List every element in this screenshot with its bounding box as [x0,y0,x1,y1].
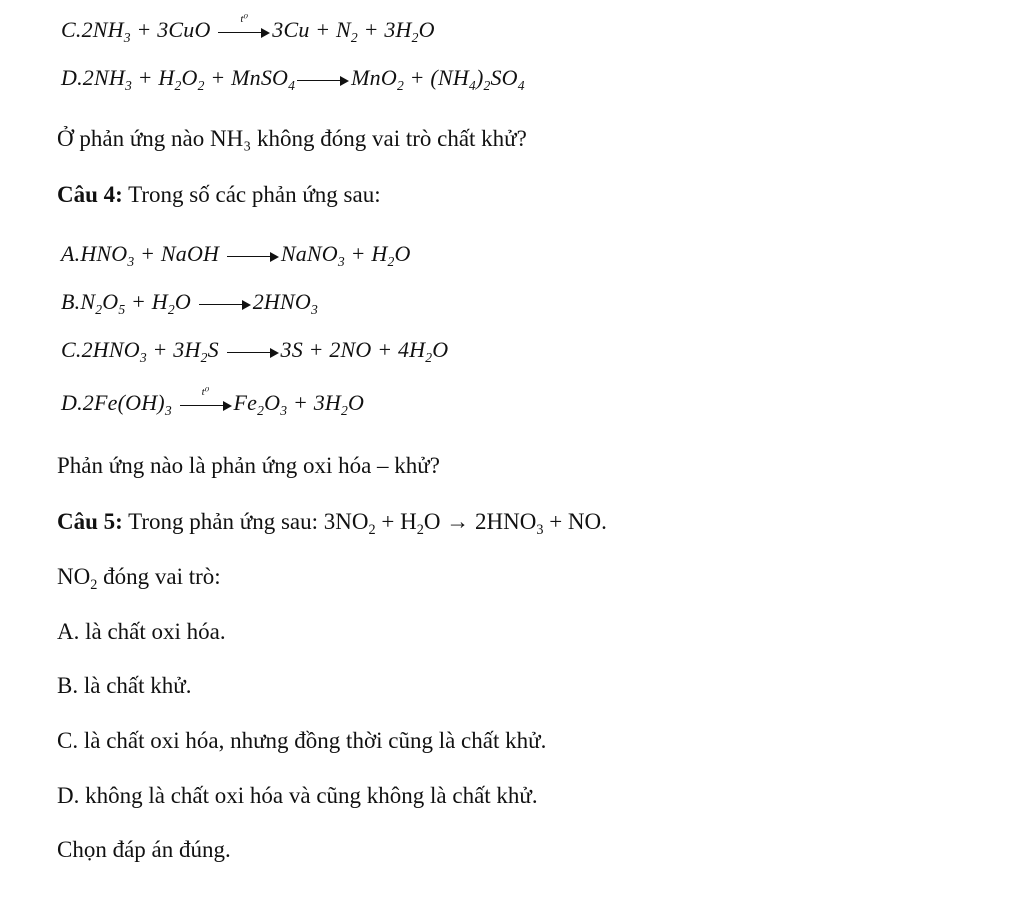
q5-option-d: D. không là chất oxi hóa và cũng không là chất khử. [57,783,538,808]
reaction-arrow-icon: t⁰ [180,399,232,411]
q5-role-prompt: $NO_2$ đóng vai trò: [57,564,221,593]
q4-heading: Câu 4: Trong số các phản ứng sau: [57,182,381,207]
reaction-arrow-icon [199,298,251,310]
q5-option-b: B. là chất khử. [57,673,192,698]
q4-question: Phản ứng nào là phản ứng oxi hóa – khử? [57,453,440,478]
q4-equation-b: $B.N_2O_5 + H_2O$ $2HNO_3$ [61,289,318,317]
reaction-arrow-icon [227,250,279,262]
q3-equation-d: $D.2NH_3 + H_2O_2$ + MnSO$_4$ $MnO_2 + (NH_4)_2SO_4$ [61,65,525,93]
q5-footer: Chọn đáp án đúng. [57,837,231,862]
q4-equation-a: $A.HNO_3$ + NaOH NaNO$_3$ + $H_2O$ [61,241,411,269]
q4-equation-d: $D.2Fe(OH)_3$ t⁰ $Fe_2O_3 + 3H_2O$ [61,385,365,418]
q3-equation-c: $C.2NH_3 + 3CuO$ t⁰ $3Cu + N_2 + 3H_2O$ [61,12,435,45]
q5-option-c: C. là chất oxi hóa, nhưng đồng thời cũng là chất khử. [57,728,547,753]
q3-question: Ở phản ứng nào NH₃ không đóng vai trò chất khử? [57,126,527,151]
q5-option-a: A. là chất oxi hóa. [57,619,226,644]
q4-equation-c: $C.2HNO_3 + 3H_2S$ $3S + 2NO + 4H_2O$ [61,337,449,365]
reaction-arrow-icon [297,74,349,86]
reaction-arrow-icon: t⁰ [218,26,270,38]
reaction-arrow-icon [227,346,279,358]
right-arrow-icon: → [446,509,470,534]
q5-heading: Câu 5: Trong phản ứng sau: $3NO_2 + H_2O \to 2HNO_3$ + NO. [57,509,607,538]
